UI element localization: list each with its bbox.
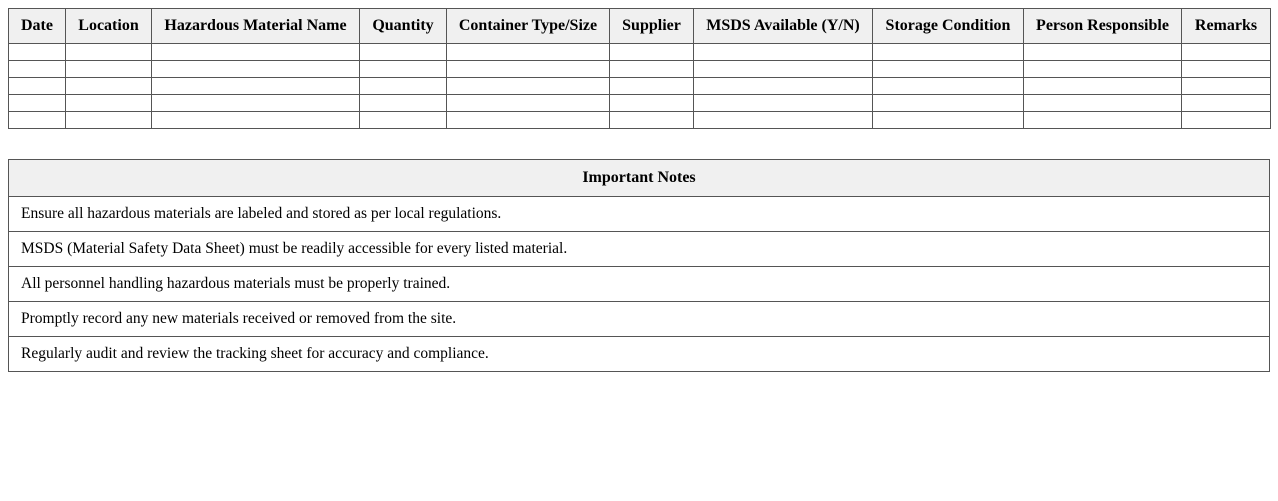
table-cell[interactable] [1182, 112, 1271, 129]
table-row [9, 78, 1271, 95]
column-header-material-name: Hazardous Material Name [152, 9, 360, 44]
table-cell[interactable] [694, 78, 873, 95]
table-cell[interactable] [152, 61, 360, 78]
table-cell[interactable] [873, 112, 1024, 129]
table-cell[interactable] [694, 44, 873, 61]
note-row [9, 302, 1270, 337]
column-header-person: Person Responsible [1024, 9, 1182, 44]
note-item: Ensure all hazardous materials are labeled and stored as per local regulations. [9, 197, 1270, 232]
table-row [9, 95, 1271, 112]
table-cell[interactable] [610, 78, 694, 95]
table-cell[interactable] [66, 112, 152, 129]
table-cell[interactable] [610, 44, 694, 61]
note-row [9, 197, 1270, 232]
table-cell[interactable] [360, 95, 447, 112]
table-cell[interactable] [447, 112, 610, 129]
table-cell[interactable] [610, 112, 694, 129]
column-header-storage: Storage Condition [873, 9, 1024, 44]
table-header-row [9, 9, 1271, 44]
table-row [9, 44, 1271, 61]
note-item: Promptly record any new materials received or removed from the site. [9, 302, 1270, 337]
table-cell[interactable] [873, 78, 1024, 95]
table-row [9, 61, 1271, 78]
table-cell[interactable] [447, 78, 610, 95]
column-header-quantity: Quantity [360, 9, 447, 44]
table-cell[interactable] [1182, 44, 1271, 61]
note-item: MSDS (Material Safety Data Sheet) must be readily accessible for every listed material. [9, 232, 1270, 267]
hazardous-material-tracking-table [8, 8, 1271, 129]
note-item: All personnel handling hazardous materials must be properly trained. [9, 267, 1270, 302]
table-cell[interactable] [152, 95, 360, 112]
column-header-container: Container Type/Size [447, 9, 610, 44]
table-cell[interactable] [1024, 112, 1182, 129]
table-cell[interactable] [66, 95, 152, 112]
table-cell[interactable] [1024, 61, 1182, 78]
table-cell[interactable] [447, 61, 610, 78]
table-cell[interactable] [447, 95, 610, 112]
table-cell[interactable] [1024, 44, 1182, 61]
table-cell[interactable] [152, 78, 360, 95]
column-header-msds: MSDS Available (Y/N) [694, 9, 873, 44]
table-cell[interactable] [610, 95, 694, 112]
table-cell[interactable] [447, 44, 610, 61]
notes-title: Important Notes [9, 160, 1270, 197]
table-cell[interactable] [9, 44, 66, 61]
table-cell[interactable] [66, 44, 152, 61]
important-notes-table [8, 159, 1270, 372]
table-cell[interactable] [66, 78, 152, 95]
table-cell[interactable] [1182, 61, 1271, 78]
column-header-supplier: Supplier [610, 9, 694, 44]
table-cell[interactable] [9, 95, 66, 112]
note-row [9, 232, 1270, 267]
table-cell[interactable] [1024, 95, 1182, 112]
notes-header-row [9, 160, 1270, 197]
table-cell[interactable] [873, 44, 1024, 61]
table-cell[interactable] [873, 61, 1024, 78]
table-cell[interactable] [694, 112, 873, 129]
table-cell[interactable] [360, 78, 447, 95]
page-content [8, 8, 1270, 372]
table-cell[interactable] [360, 61, 447, 78]
table-cell[interactable] [360, 44, 447, 61]
table-cell[interactable] [1182, 78, 1271, 95]
note-item: Regularly audit and review the tracking sheet for accuracy and compliance. [9, 337, 1270, 372]
column-header-remarks: Remarks [1182, 9, 1271, 44]
column-header-date: Date [9, 9, 66, 44]
table-cell[interactable] [1024, 78, 1182, 95]
table-cell[interactable] [694, 61, 873, 78]
note-row [9, 337, 1270, 372]
table-cell[interactable] [9, 112, 66, 129]
table-cell[interactable] [9, 61, 66, 78]
column-header-location: Location [66, 9, 152, 44]
table-cell[interactable] [610, 61, 694, 78]
note-row [9, 267, 1270, 302]
table-cell[interactable] [1182, 95, 1271, 112]
table-cell[interactable] [66, 61, 152, 78]
table-row [9, 112, 1271, 129]
table-cell[interactable] [152, 112, 360, 129]
table-cell[interactable] [360, 112, 447, 129]
table-cell[interactable] [9, 78, 66, 95]
table-cell[interactable] [873, 95, 1024, 112]
table-cell[interactable] [694, 95, 873, 112]
table-cell[interactable] [152, 44, 360, 61]
